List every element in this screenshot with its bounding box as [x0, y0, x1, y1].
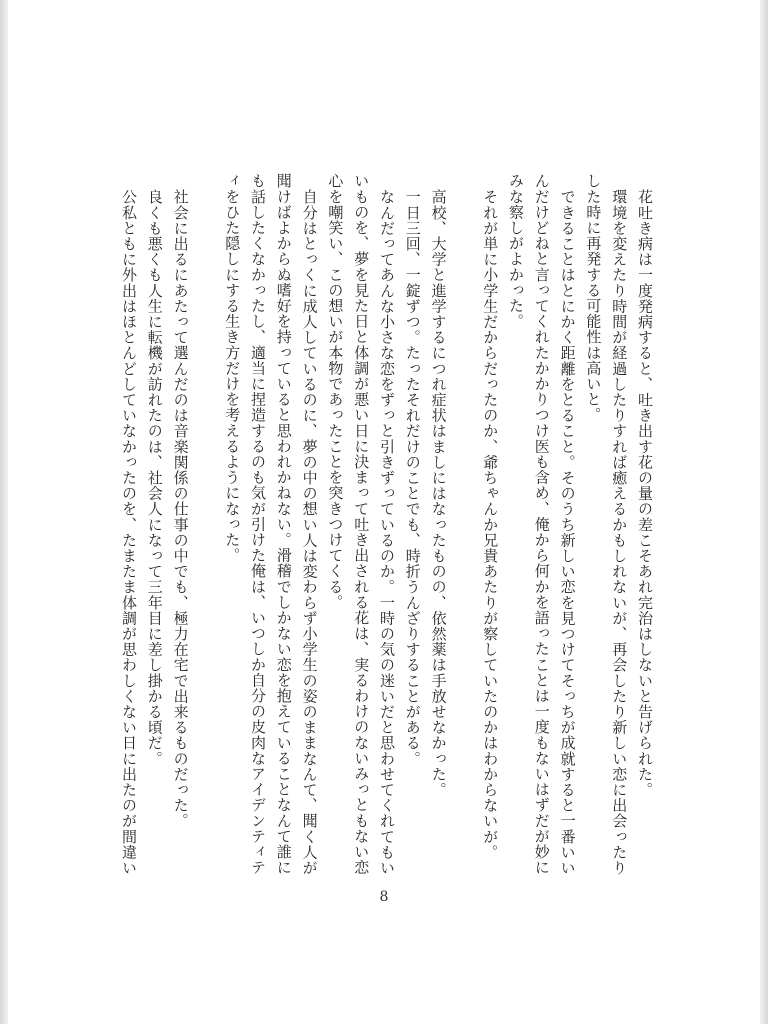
text-line: んだけどねと言ってくれたかかりつけ医も含め、俺から何かを語ったことは一度もないはずだが妙に [532, 173, 551, 875]
text-line: 心を嘲笑い、この想いが本物であったことを突きつけてくる。 [326, 173, 345, 610]
text-line: いものを、夢を見た日と体調が悪い日に決まって吐き出される花は、実るわけのないみっともない恋 [352, 173, 371, 875]
text-line: 聞けばよからぬ嗜好を持っていると思われかねない。滑稽でしかない恋を抱えていることなんて誰に [274, 173, 293, 875]
text-line: それが単に小学生だからだったのか、爺ちゃんか兄貴あたりが察していたのかはわからないが。 [481, 188, 500, 860]
text-line: ィをひた隠しにする生き方だけを考えるようになった。 [223, 173, 242, 563]
text-line: も話したくなかったし、適当に捏造するのも気が引けた俺は、いつしか自分の皮肉なアイデンティテ [249, 173, 267, 875]
text-line: 社会に出るにあたって選んだのは音楽関係の仕事の中でも、極力在宅で出来るものだった。 [171, 188, 190, 829]
text-line: 公私ともに外出はほとんどしていなかったのを、たまたま体調が思わしくない日に出たのが間違い [120, 188, 138, 875]
text-line: 良くも悪くも人生に転機が訪れたのは、社会人になって三年目に差し掛かる頃だ。 [145, 188, 164, 766]
page-edge-right [760, 0, 768, 1024]
text-line: なんだってあんな小さな恋をずっと引きずっているのか。一時の気の迷いだと思わせてくれてもい [378, 188, 396, 875]
text-line: 花吐き病は一度発病すると、吐き出す花の量の差こそあれ完治はしないと告げられた。 [636, 188, 654, 797]
text-line: 一日三回、一錠ずつ。たったそれだけのことでも、時折うんざりすることがある。 [403, 188, 422, 766]
text-line: した時に再発する可能性は高いと。 [584, 173, 603, 423]
text-line: 自分はとっくに成人しているのに、夢の中の想い人は変わらず小学生の姿のままなんて、聞く人が [300, 188, 319, 875]
text-line: 高校、大学と進学するにつれ症状はましにはなったものの、依然薬は手放せなかった。 [429, 188, 448, 797]
text-line: できることはとにかく距離をとること。そのうち新しい恋を見つけてそっちが成就すると一番いい [558, 188, 577, 875]
text-line: 環境を変えたり時間が経過したりすれば癒えるかもしれないが、再会したり新しい恋に出会ったり [610, 188, 629, 875]
text-line: みな察しがよかった。 [507, 173, 525, 329]
page-number: 8 [379, 889, 389, 905]
page-edge-left [0, 0, 8, 1024]
